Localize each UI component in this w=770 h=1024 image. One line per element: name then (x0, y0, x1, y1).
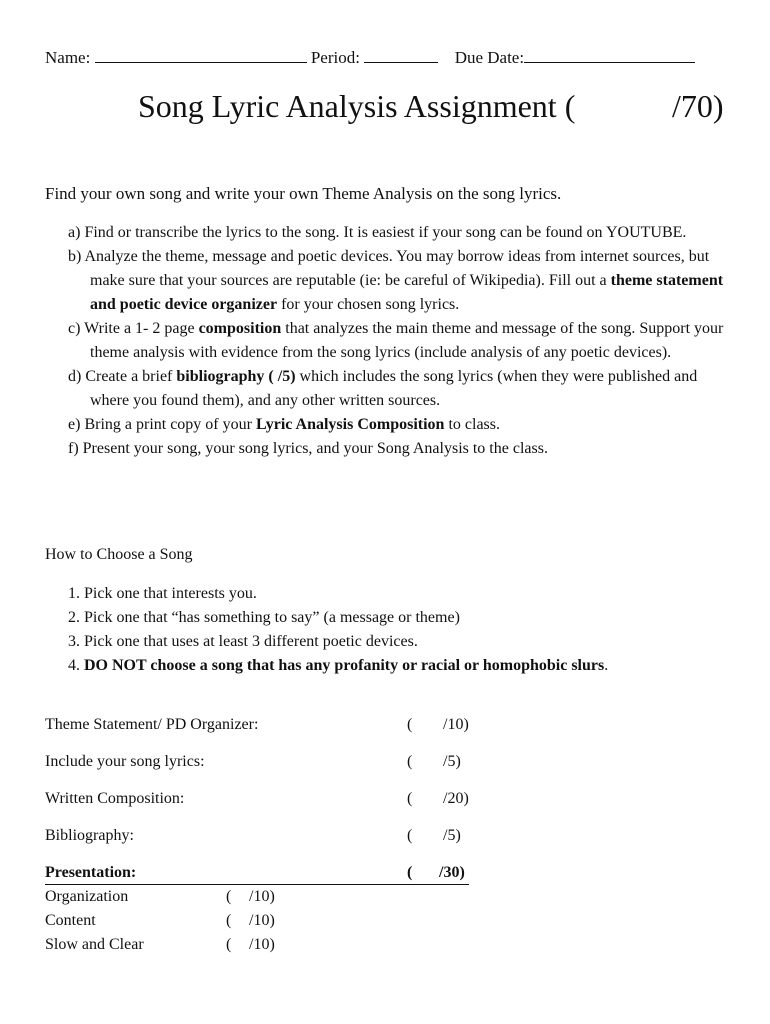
list-item: 4. DO NOT choose a song that has any profanity or racial or homophobic slurs. (68, 657, 609, 674)
presentation-organization: Organization ( /10) (45, 888, 275, 905)
list-item: b) Analyze the theme, message and poetic devices. You may borrow ideas from internet sources, but make sure that your sources are reputable (ie: be careful of Wikipedia). Fill out a theme statement and poetic device organizer for your chosen song lyrics. (68, 248, 724, 313)
list-item: f) Present your song, your song lyrics, and your Song Analysis to the class. (68, 440, 548, 457)
grade-row-bibliography: Bibliography: ( /5) (45, 827, 461, 844)
presentation-slow-clear: Slow and Clear ( /10) (45, 936, 275, 953)
list-item: c) Write a 1- 2 page composition that analyzes the main theme and message of the song. Support your theme analysis with evidence from the song lyrics (include analysis of any poetic devices). (68, 320, 724, 361)
list-item: e) Bring a print copy of your Lyric Analysis Composition to class. (68, 416, 500, 433)
due-date-label: Due Date: (454, 48, 525, 67)
choose-list (68, 582, 608, 678)
title-score: /70) (672, 88, 724, 124)
header-row (45, 48, 695, 68)
period-blank (364, 48, 438, 63)
due-date-blank (524, 48, 695, 63)
presentation-content: Content ( /10) (45, 912, 275, 929)
name-blank (95, 48, 307, 63)
grade-row-lyrics: Include your song lyrics: ( /5) (45, 753, 461, 770)
list-item: d) Create a brief bibliography ( /5) which includes the song lyrics (when they were published and where you found them), and any other written sources. (68, 368, 698, 409)
page-title: Song Lyric Analysis Assignment ( (138, 88, 576, 124)
list-item: a) Find or transcribe the lyrics to the song. It is easiest if your song can be found on YOUTUBE. (68, 224, 687, 241)
period-label: Period: (310, 48, 360, 67)
grade-row-composition: Written Composition: ( /20) (45, 790, 469, 807)
intro-text: Find your own song and write your own Theme Analysis on the song lyrics. (45, 184, 562, 203)
choose-heading: How to Choose a Song (45, 546, 193, 563)
list-item: 1. Pick one that interests you. (68, 585, 257, 602)
grade-row-organizer: Theme Statement/ PD Organizer: ( /10) (45, 716, 469, 733)
list-item: 3. Pick one that uses at least 3 different poetic devices. (68, 633, 418, 650)
list-item: 2. Pick one that “has something to say” (a message or theme) (68, 609, 460, 626)
presentation-row: Presentation: ( /30) (45, 864, 469, 885)
name-label: Name: (45, 48, 91, 67)
steps-list (68, 221, 728, 461)
